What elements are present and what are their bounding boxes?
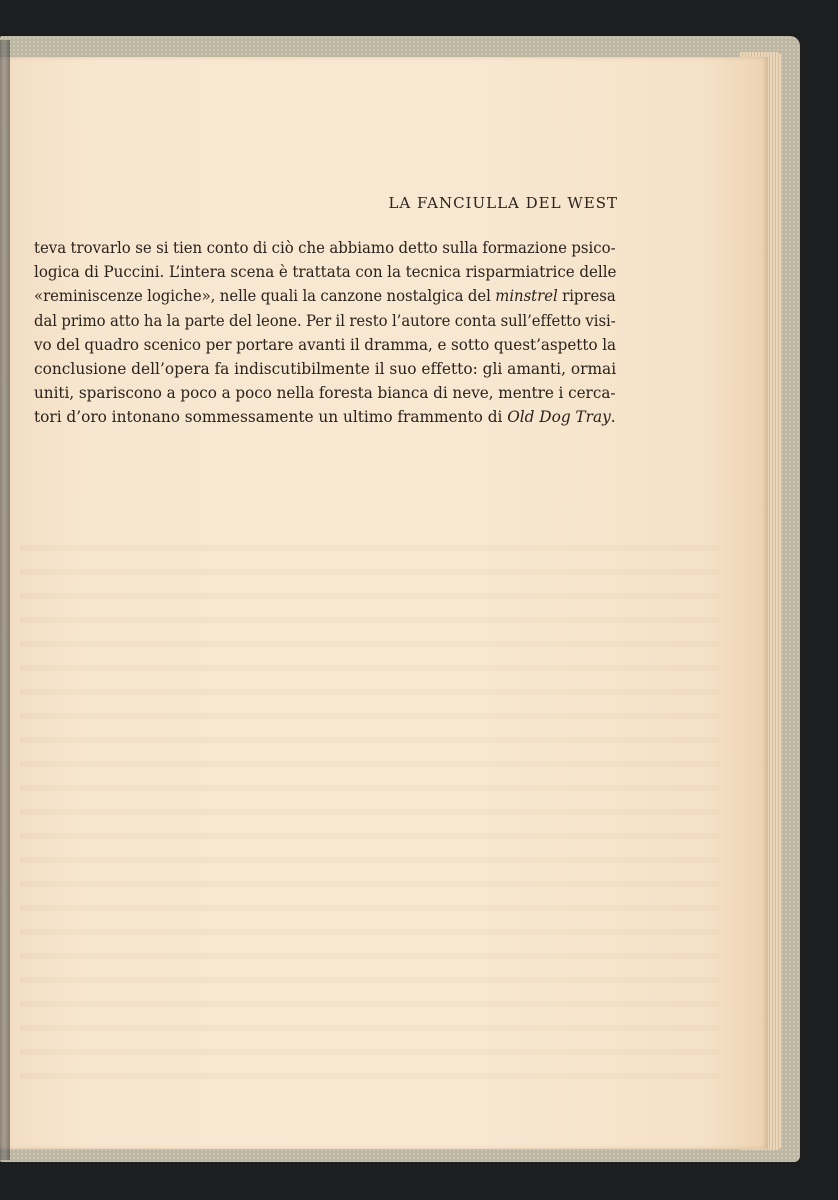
text-line: teva trovarlo se si tien conto di ciò che abbiamo detto sulla formazione psico- [34,239,616,257]
running-head: LA FANCIULLA DEL WEST [388,194,618,212]
text-line: dal primo atto ha la parte del leone. Per il resto l’autore conta sull’effetto visi- [34,311,616,330]
text-line: vo del quadro scenico per portare avanti il dramma, e sotto quest’aspetto la [34,335,617,354]
book-page [0,57,768,1149]
body-paragraph [34,236,616,430]
show-through-text [20,527,720,1087]
italic-title: Old Dog Tray [507,408,611,427]
text-line: conclusione dell’opera fa indiscutibilmente il suo effetto: gli amanti, ormai [34,360,617,379]
text-line: «reminiscenze logiche», nelle quali la canzone nostalgica del minstrel ripresa [34,287,616,306]
text-line: logica di Puccini. L’intera scena è trattata con la tecnica risparmiatrice delle [34,263,617,282]
italic-term: minstrel [495,287,558,306]
page-gutter [0,40,10,1160]
text-line: tori d’oro intonano sommessamente un ultimo frammento di Old Dog Tray. [34,408,616,427]
text-line: uniti, spariscono a poco a poco nella foresta bianca di neve, mentre i cerca- [34,384,616,403]
